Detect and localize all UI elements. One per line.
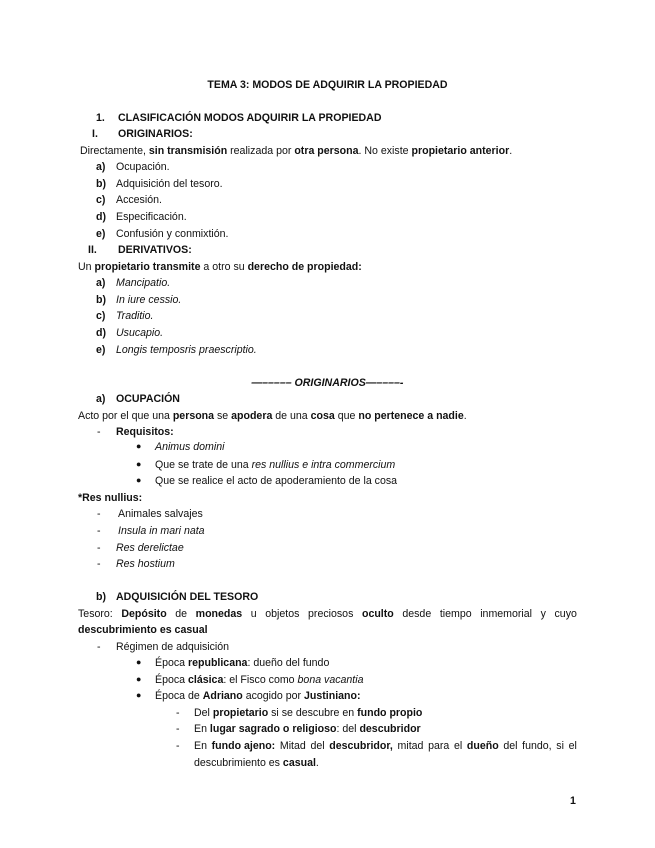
dash-marker: - <box>176 740 180 752</box>
list-item: Animus domini <box>155 441 225 453</box>
list-letter: c) <box>96 194 106 206</box>
subsection-heading-tesoro: ADQUISICIÓN DEL TESORO <box>116 591 259 603</box>
list-item: En fundo ajeno: Mitad del descubridor, mitad para el dueño del fundo, si el <box>194 740 577 752</box>
list-item: Usucapio. <box>116 327 164 339</box>
list-item: Traditio. <box>116 310 154 322</box>
originarios-description: Directamente, sin transmisión realizada por otra persona. No existe propietario anterior. <box>80 145 513 157</box>
list-letter: e) <box>96 344 106 356</box>
page-number: 1 <box>570 795 576 807</box>
bullet-icon: ● <box>136 441 142 451</box>
list-letter: e) <box>96 228 106 240</box>
dash-marker: - <box>97 426 101 438</box>
list-item: En lugar sagrado o religioso: del descubridor <box>194 723 421 735</box>
list-letter: b) <box>96 294 106 306</box>
list-item: Especificación. <box>116 211 187 223</box>
subsection-number-ii: II. <box>88 244 97 256</box>
list-letter: a) <box>96 277 106 289</box>
subsection-heading-originarios: ORIGINARIOS: <box>118 128 193 140</box>
dash-marker: - <box>97 542 101 554</box>
dash-marker: - <box>176 723 180 735</box>
subsection-letter: b) <box>96 591 106 603</box>
list-item: Que se realice el acto de apoderamiento de la cosa <box>155 475 398 487</box>
list-item: Época clásica: el Fisco como bona vacantia <box>155 674 364 686</box>
tesoro-definition-cont: descubrimiento es casual <box>78 624 208 636</box>
subsection-number-i: I. <box>92 128 98 140</box>
bullet-icon: ● <box>136 459 142 469</box>
ocupacion-definition: Acto por el que una persona se apodera de una cosa que no pertenece a nadie. <box>78 410 467 422</box>
dash-marker: - <box>97 641 101 653</box>
list-letter: d) <box>96 211 106 223</box>
bullet-icon: ● <box>136 657 142 667</box>
list-letter: d) <box>96 327 106 339</box>
list-item: Mancipatio. <box>116 277 171 289</box>
section-number: 1. <box>96 112 105 124</box>
section-divider: —––––– ORIGINARIOS—––––- <box>251 377 404 389</box>
dash-marker: - <box>97 525 101 537</box>
bullet-icon: ● <box>136 674 142 684</box>
derivativos-description: Un propietario transmite a otro su derecho de propiedad: <box>78 261 362 273</box>
list-item: Época republicana: dueño del fundo <box>155 657 330 669</box>
list-item: Animales salvajes <box>118 508 203 520</box>
list-item: Longis temposris praescriptio. <box>116 344 257 356</box>
res-nullius-heading: *Res nullius: <box>78 492 143 504</box>
list-item: Ocupación. <box>116 161 170 173</box>
list-item: Confusión y conmixtión. <box>116 228 229 240</box>
list-item: Insula in mari nata <box>118 525 205 537</box>
tesoro-definition: Tesoro: Depósito de monedas u objetos preciosos oculto desde tiempo inmemorial y cuyo <box>78 608 577 620</box>
dash-marker: - <box>97 558 101 570</box>
list-item: Res derelictae <box>116 542 184 554</box>
dash-marker: - <box>97 508 101 520</box>
subsection-heading-derivativos: DERIVATIVOS: <box>118 244 192 256</box>
list-item: In iure cessio. <box>116 294 182 306</box>
subsection-letter: a) <box>96 393 106 405</box>
dash-marker: - <box>176 707 180 719</box>
list-letter: c) <box>96 310 106 322</box>
list-item: Que se trate de una res nullius e intra commercium <box>155 459 396 471</box>
section-heading: CLASIFICACIÓN MODOS ADQUIRIR LA PROPIEDAD <box>118 112 382 124</box>
list-item: Res hostium <box>116 558 175 570</box>
list-letter: b) <box>96 178 106 190</box>
list-item-cont: descubrimiento es casual. <box>194 757 319 769</box>
bullet-icon: ● <box>136 690 142 700</box>
page-title: TEMA 3: MODOS DE ADQUIRIR LA PROPIEDAD <box>207 79 448 91</box>
list-item: Accesión. <box>116 194 162 206</box>
list-item: Adquisición del tesoro. <box>116 178 223 190</box>
list-item: Época de Adriano acogido por Justiniano: <box>155 690 361 702</box>
requisitos-heading: Requisitos: <box>116 426 174 438</box>
list-letter: a) <box>96 161 106 173</box>
bullet-icon: ● <box>136 475 142 485</box>
list-item: Del propietario si se descubre en fundo propio <box>194 707 423 719</box>
regimen-heading: Régimen de adquisición <box>116 641 230 653</box>
subsection-heading-ocupacion: OCUPACIÓN <box>116 393 180 405</box>
